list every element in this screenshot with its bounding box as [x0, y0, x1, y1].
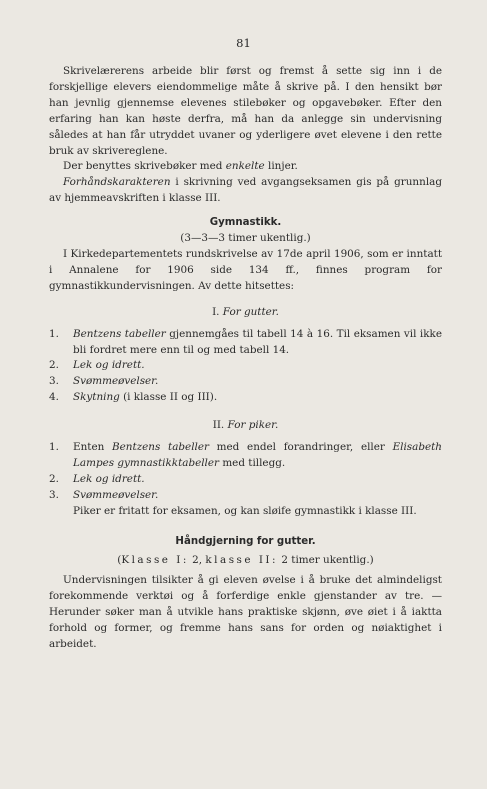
- list-item: 2. Lek og idrett.: [49, 472, 145, 485]
- page-number: 81: [236, 36, 251, 50]
- paragraph-copybooks: Der benyttes skrivebøker med enkelte linjer.: [63, 160, 298, 173]
- paragraph-handwork: Undervisningen tilsikter å gi eleven øvelse i å bruke det almindeligst forekommende verktøi og å forferdige enkle gjenstander av tre. — Herunder søker man å utvikle hans praktiske skjønn, øve øiet i å iaktta forhold og former, og fremme hans sans for orden og nøiaktighet i arbeidet.: [49, 574, 442, 650]
- page-body: [49, 64, 442, 653]
- list-item: 3. Svømmeøvelser.: [49, 488, 159, 501]
- girls-exemption-note: Piker er fritatt for eksamen, og kan sløife gymnastikk i klasse III.: [73, 504, 417, 517]
- section-heading-handwork: Håndgjerning for gutter.: [175, 535, 316, 547]
- paragraph-writing-teacher: Skrivelærerens arbeide blir først og fremst å sette sig inn i de forskjellige elevers eiendommelige måte å skrive på. I den hensikt bør han jevnlig gjennemse elevenes stilebøker og opgavebøker. Efter den erfaring han kan høste derfra, må han da anlegge sin undervisning således at han får utryddet uvaner og yderligere øvet elevene i den rette bruk av skrivereglene.: [49, 65, 442, 157]
- list-item: 2. Lek og idrett.: [49, 359, 145, 372]
- list-item: 4. Skytning (i klasse II og III).: [49, 391, 218, 404]
- list-item: 1. Enten Bentzens tabeller med endel forandringer, eller Elisabeth Lampes gymnastikktabeller med tillegg.: [49, 441, 442, 469]
- subheading-boys: I. For gutter.: [212, 305, 279, 318]
- gymnastics-hours: (3—3—3 timer ukentlig.): [180, 232, 311, 245]
- paragraph-preliminary-grade: Forhåndskarakteren i skrivning ved avgangseksamen gis på grunnlag av hjemmeavskriften i klasse III.: [49, 176, 442, 205]
- list-item: 1. Bentzens tabeller gjennemgåes til tabell 14 à 16. Til eksamen vil ikke bli fordret mere enn til og med tabell 14.: [49, 327, 442, 356]
- handwork-hours: (Klasse I: 2, klasse II: 2 timer ukentlig.): [117, 554, 374, 567]
- list-item: 3. Svømmeøvelser.: [49, 375, 159, 388]
- paragraph-gymnastics-program: I Kirkedepartementets rundskrivelse av 17de april 1906, som er inntatt i Annalene for 1906 side 134 ff., finnes program for gymnastikkundervisningen. Av dette hitsettes:: [49, 247, 442, 292]
- section-heading-gymnastics: Gymnastikk.: [209, 217, 282, 229]
- subheading-girls: II. For piker.: [212, 419, 279, 432]
